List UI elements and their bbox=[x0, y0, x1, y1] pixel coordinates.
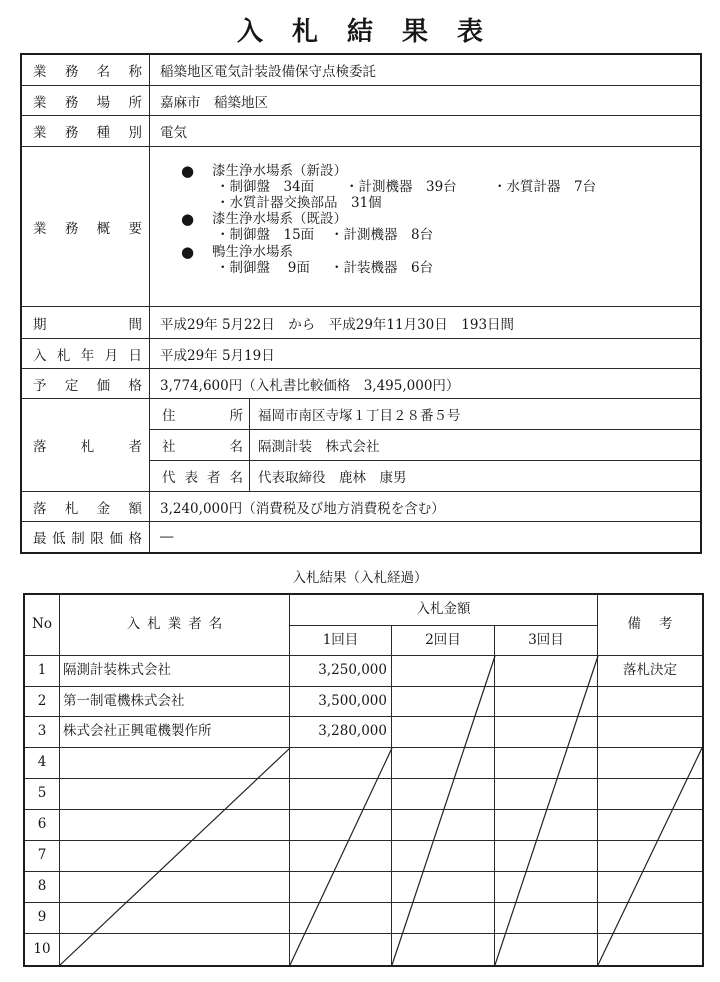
overview-item: ・計測機器 8台 bbox=[330, 227, 434, 243]
row-number: 4 bbox=[25, 748, 60, 779]
bullet-marker: ● bbox=[181, 243, 195, 261]
remarks bbox=[598, 687, 702, 717]
overview-item: ・水質計器交換部品 31個 bbox=[216, 195, 382, 211]
bid-amount-round-1: 3,250,000 bbox=[290, 656, 392, 687]
overview-item: ・制御盤 15面 bbox=[216, 227, 315, 243]
bidder-name bbox=[60, 872, 290, 903]
header-round-1: 1回目 bbox=[290, 626, 392, 656]
winner-company-label: 社名 bbox=[162, 439, 243, 455]
overview-group-title-line bbox=[150, 244, 700, 260]
remarks bbox=[598, 810, 702, 841]
overview-item: ・制御盤 9面 bbox=[216, 260, 310, 276]
bid-amount-round-1 bbox=[290, 748, 392, 779]
bid-amount-round-3 bbox=[495, 717, 598, 748]
document-title: 入札結果表 bbox=[236, 17, 512, 47]
bid-amount-round-3 bbox=[495, 779, 598, 810]
bid-amount-round-3 bbox=[495, 810, 598, 841]
winner-company-value: 隔測計装 株式会社 bbox=[250, 430, 700, 461]
period-label: 期間 bbox=[33, 316, 142, 333]
bid-amount-round-2 bbox=[392, 934, 495, 965]
bid-amount-round-2 bbox=[392, 748, 495, 779]
winning-amount-label-cell bbox=[22, 492, 150, 522]
bid-amount-round-1 bbox=[290, 779, 392, 810]
contract-info-table bbox=[20, 53, 702, 554]
bid-amount-round-3 bbox=[495, 687, 598, 717]
overview-group-title: 鴨生浄水場系 bbox=[212, 244, 293, 260]
winner-company-label-cell bbox=[150, 430, 250, 461]
bid-date-value: 平成29年 5月19日 bbox=[150, 339, 700, 369]
business-category-label: 業務種別 bbox=[33, 125, 142, 141]
row-number: 9 bbox=[25, 903, 60, 934]
minimum-price-label-cell bbox=[22, 522, 150, 552]
remarks bbox=[598, 779, 702, 810]
bid-date-label-cell bbox=[22, 339, 150, 369]
bid-amount-round-3 bbox=[495, 656, 598, 687]
bullet-marker: ● bbox=[181, 210, 195, 228]
remarks bbox=[598, 717, 702, 748]
business-overview-label-cell bbox=[22, 147, 150, 307]
overview-item: ・制御盤 34面 bbox=[216, 179, 315, 195]
overview-item-line bbox=[150, 179, 700, 195]
remarks bbox=[598, 934, 702, 965]
business-location-value: 嘉麻市 稲築地区 bbox=[150, 86, 700, 116]
overview-group-title: 漆生浄水場系（新設） bbox=[212, 163, 347, 179]
minimum-price-value: ― bbox=[160, 529, 174, 545]
planned-price-label-cell bbox=[22, 369, 150, 399]
remarks: 落札決定 bbox=[598, 656, 702, 687]
bidder-name bbox=[60, 810, 290, 841]
overview-item-line bbox=[150, 195, 700, 211]
bid-amount-round-1 bbox=[290, 934, 392, 965]
winner-address-label-cell bbox=[150, 399, 250, 430]
row-number: 10 bbox=[25, 934, 60, 965]
bid-amount-round-1: 3,500,000 bbox=[290, 687, 392, 717]
business-name-label: 業務名称 bbox=[33, 64, 142, 80]
winner-representative-label-cell bbox=[150, 461, 250, 492]
bid-date-label: 入札年月日 bbox=[33, 347, 142, 364]
overview-item-line bbox=[150, 260, 700, 276]
period-label-cell bbox=[22, 307, 150, 339]
overview-group-title: 漆生浄水場系（既設） bbox=[212, 211, 347, 227]
minimum-price-label: 最低制限価格 bbox=[33, 531, 142, 547]
business-overview-label: 業務概要 bbox=[33, 220, 142, 237]
remarks bbox=[598, 748, 702, 779]
row-number: 5 bbox=[25, 779, 60, 810]
winning-amount-label: 落札金額 bbox=[33, 500, 142, 517]
winning-amount-value: 3,240,000円（消費税及び地方消費税を含む） bbox=[150, 492, 700, 522]
bid-amount-round-3 bbox=[495, 872, 598, 903]
bidder-name bbox=[60, 934, 290, 965]
bidder-name: 隔測計装株式会社 bbox=[60, 656, 290, 687]
bidder-name: 株式会社正興電機製作所 bbox=[60, 717, 290, 748]
business-category-value: 電気 bbox=[150, 116, 700, 147]
row-number: 1 bbox=[25, 656, 60, 687]
winner-label-cell bbox=[22, 399, 150, 492]
winner-address-value: 福岡市南区寺塚１丁目２８番５号 bbox=[250, 399, 700, 430]
winner-label: 落札者 bbox=[33, 439, 142, 455]
header-round-3: 3回目 bbox=[495, 626, 598, 656]
business-name-value: 稲築地区電気計装設備保守点検委託 bbox=[150, 55, 700, 86]
bid-amount-round-3 bbox=[495, 934, 598, 965]
bid-amount-round-2 bbox=[392, 841, 495, 872]
bid-results-table bbox=[23, 593, 704, 967]
bid-amount-round-1 bbox=[290, 903, 392, 934]
winner-address-label: 住所 bbox=[162, 408, 243, 424]
bid-amount-round-3 bbox=[495, 903, 598, 934]
period-value: 平成29年 5月22日 から 平成29年11月30日 193日間 bbox=[150, 307, 700, 339]
header-round-2: 2回目 bbox=[392, 626, 495, 656]
planned-price-label: 予定価格 bbox=[33, 377, 142, 394]
bid-amount-round-1: 3,280,000 bbox=[290, 717, 392, 748]
overview-group-title-line bbox=[150, 163, 700, 179]
overview-item: ・計測機器 39台 bbox=[345, 179, 457, 195]
bid-amount-round-3 bbox=[495, 841, 598, 872]
bid-amount-round-2 bbox=[392, 717, 495, 748]
bidder-name bbox=[60, 779, 290, 810]
remarks bbox=[598, 872, 702, 903]
row-number: 3 bbox=[25, 717, 60, 748]
bid-amount-round-2 bbox=[392, 779, 495, 810]
row-number: 6 bbox=[25, 810, 60, 841]
bid-amount-round-2 bbox=[392, 810, 495, 841]
bidder-name bbox=[60, 903, 290, 934]
planned-price-value: 3,774,600円（入札書比較価格 3,495,000円） bbox=[150, 369, 700, 399]
overview-item-line bbox=[150, 227, 700, 243]
winner-representative-label: 代表者名 bbox=[162, 470, 243, 486]
row-number: 2 bbox=[25, 687, 60, 717]
bid-amount-round-1 bbox=[290, 841, 392, 872]
business-category-label-cell bbox=[22, 116, 150, 147]
bid-amount-round-2 bbox=[392, 656, 495, 687]
bid-amount-round-2 bbox=[392, 872, 495, 903]
bullet-marker: ● bbox=[181, 162, 195, 180]
overview-item: ・水質計器 7台 bbox=[493, 179, 597, 195]
header-bidder: 入札業者名 bbox=[60, 595, 290, 656]
business-name-label-cell bbox=[22, 55, 150, 86]
business-location-label-cell bbox=[22, 86, 150, 116]
overview-item: ・計装機器 6台 bbox=[330, 260, 434, 276]
header-no: No bbox=[25, 595, 60, 656]
header-bid-amount: 入札金額 bbox=[290, 595, 598, 626]
overview-group-title-line bbox=[150, 211, 700, 227]
winner-representative-value: 代表取締役 鹿林 康男 bbox=[250, 461, 700, 492]
bid-amount-round-2 bbox=[392, 687, 495, 717]
bid-amount-round-3 bbox=[495, 748, 598, 779]
bidder-name: 第一制電機株式会社 bbox=[60, 687, 290, 717]
bid-amount-round-1 bbox=[290, 872, 392, 903]
bidder-name bbox=[60, 841, 290, 872]
business-location-label: 業務場所 bbox=[33, 94, 142, 111]
results-caption: 入札結果（入札経過） bbox=[292, 570, 428, 586]
bidder-name bbox=[60, 748, 290, 779]
bid-amount-round-2 bbox=[392, 903, 495, 934]
header-remarks: 備考 bbox=[598, 595, 702, 656]
business-overview-value bbox=[150, 147, 700, 307]
remarks bbox=[598, 841, 702, 872]
bid-amount-round-1 bbox=[290, 810, 392, 841]
row-number: 7 bbox=[25, 841, 60, 872]
row-number: 8 bbox=[25, 872, 60, 903]
remarks bbox=[598, 903, 702, 934]
